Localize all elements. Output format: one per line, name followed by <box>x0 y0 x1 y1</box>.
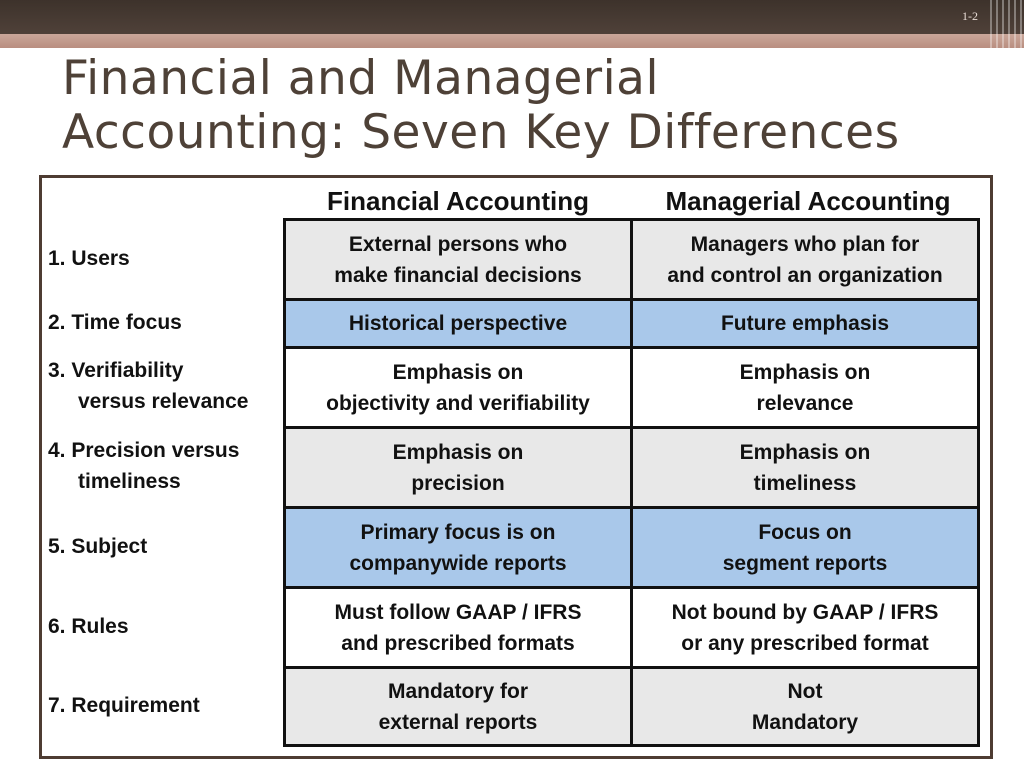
table-row <box>285 588 979 668</box>
financial-cell-line: external reports <box>378 710 538 734</box>
financial-cell <box>285 428 632 508</box>
financial-cell-line: make financial decisions <box>334 263 582 287</box>
financial-cell-line: objectivity and verifiability <box>326 391 590 415</box>
managerial-cell-line: Emphasis on <box>739 360 871 384</box>
financial-cell <box>285 508 632 588</box>
financial-cell <box>285 668 632 746</box>
managerial-cell-line: Not bound by GAAP / IFRS <box>671 600 939 624</box>
financial-cell <box>285 300 632 348</box>
table-row <box>285 668 979 746</box>
managerial-cell-line: timeliness <box>753 471 857 495</box>
row-label-line: versus relevance <box>78 390 249 413</box>
slide-title <box>62 52 992 160</box>
managerial-cell-line: Not <box>787 679 823 703</box>
financial-cell-line: precision <box>411 471 505 495</box>
row-label <box>48 531 147 562</box>
managerial-cell <box>632 348 979 428</box>
row-label-line: 1. Users <box>48 246 130 270</box>
row-label-line: 3. Verifiability <box>48 359 184 382</box>
financial-cell-line: External persons who <box>348 232 568 256</box>
managerial-cell <box>632 588 979 668</box>
table-row <box>285 348 979 428</box>
managerial-cell-line: relevance <box>756 391 854 415</box>
managerial-cell <box>632 508 979 588</box>
table-row <box>285 508 979 588</box>
page-number: 1-2 <box>962 9 978 23</box>
table-row <box>285 300 979 348</box>
managerial-cell-line: segment reports <box>722 551 888 575</box>
managerial-cell <box>632 668 979 746</box>
row-label <box>48 355 248 417</box>
accent-strip <box>0 34 1024 48</box>
financial-cell-line: Primary focus is on <box>360 520 556 544</box>
decorative-lines <box>990 0 1024 48</box>
row-label <box>48 307 182 338</box>
financial-cell-line: Emphasis on <box>392 440 524 464</box>
row-label <box>48 435 239 497</box>
row-label-line: 2. Time focus <box>48 310 182 334</box>
header-managerial-accounting: Managerial Accounting <box>665 186 951 216</box>
header-financial-accounting: Financial Accounting <box>327 186 589 216</box>
financial-cell <box>285 348 632 428</box>
table-row <box>285 220 979 300</box>
financial-cell-line: Mandatory for <box>387 679 528 703</box>
managerial-cell-line: Future emphasis <box>720 312 890 335</box>
managerial-cell-line: Mandatory <box>751 710 859 734</box>
financial-cell-line: Historical perspective <box>348 312 568 335</box>
financial-cell <box>285 588 632 668</box>
slide-title-line-1: Financial and Managerial <box>62 51 660 106</box>
row-label-line: 4. Precision versus <box>48 439 240 462</box>
managerial-cell-line: Emphasis on <box>739 440 871 464</box>
managerial-cell-line: Managers who plan for <box>690 232 920 256</box>
financial-cell-line: Must follow GAAP / IFRS <box>334 600 582 624</box>
financial-cell-line: companywide reports <box>349 551 567 575</box>
row-label <box>48 611 129 642</box>
financial-cell <box>285 220 632 300</box>
comparison-table <box>283 218 980 747</box>
top-bar <box>0 0 1024 34</box>
row-label <box>48 690 200 721</box>
row-label-line: 6. Rules <box>48 614 129 638</box>
managerial-cell-line: or any prescribed format <box>681 631 929 655</box>
row-label-line: 7. Requirement <box>48 693 200 717</box>
row-label-line: 5. Subject <box>48 534 148 558</box>
row-label <box>48 243 130 274</box>
managerial-cell-line: and control an organization <box>667 263 943 287</box>
financial-cell-line: and prescribed formats <box>341 631 575 655</box>
managerial-cell <box>632 220 979 300</box>
managerial-cell <box>632 428 979 508</box>
slide-title-line-2: Accounting: Seven Key Differences <box>62 105 900 160</box>
financial-cell-line: Emphasis on <box>392 360 524 384</box>
table-row <box>285 428 979 508</box>
managerial-cell-line: Focus on <box>758 520 852 544</box>
managerial-cell <box>632 300 979 348</box>
row-label-line: timeliness <box>78 470 181 493</box>
